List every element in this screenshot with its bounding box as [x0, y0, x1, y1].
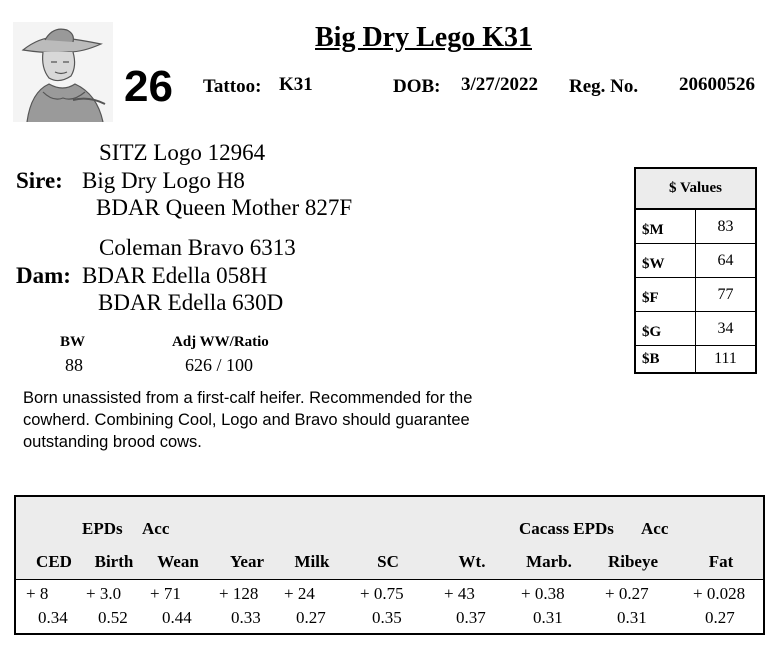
carcass-epd-label: Cacass EPDs: [519, 519, 614, 538]
epd-value: + 0.38: [521, 584, 565, 603]
ww-value: 626 / 100: [185, 355, 254, 375]
dollar-row: [636, 278, 755, 312]
epd-column-header: Birth: [94, 552, 134, 571]
epd-value: + 128: [219, 584, 259, 603]
dollar-row: [636, 346, 755, 372]
epd-column-header: Ribeye: [607, 552, 659, 571]
epd-accuracy: 0.27: [705, 608, 735, 627]
epd-column-header: Wean: [157, 552, 199, 571]
epd-group-label: EPDs: [82, 519, 123, 538]
epd-value: + 43: [444, 584, 475, 603]
epd-column-header: Marb.: [526, 552, 572, 571]
epd-accuracy: 0.33: [231, 608, 261, 627]
dollar-label: $W: [636, 244, 696, 277]
dollar-value: 83: [717, 217, 734, 235]
page-title: Big Dry Lego K31: [315, 22, 532, 53]
dollar-label: $F: [636, 278, 696, 311]
dollar-values-table: [634, 167, 757, 374]
epd-value: + 3.0: [86, 584, 122, 603]
sire-name: Big Dry Logo H8: [82, 168, 245, 193]
epd-value: + 8: [26, 584, 49, 603]
dollar-row: [636, 312, 755, 346]
epd-column-header: SC: [377, 552, 399, 571]
epd-accuracy: 0.31: [533, 608, 563, 627]
ww-label: Adj WW/Ratio: [172, 334, 269, 350]
dollar-value: 111: [714, 350, 737, 367]
epd-value: + 24: [284, 584, 315, 603]
epd-column-header: Milk: [294, 552, 330, 571]
reg-value: 20600526: [679, 74, 755, 95]
dam-grandsire: Coleman Bravo 6313: [99, 235, 296, 260]
tattoo-value: K31: [279, 74, 313, 95]
sire-grandsire: SITZ Logo 12964: [99, 140, 266, 165]
bw-value: 88: [65, 355, 83, 375]
reg-label: Reg. No.: [569, 76, 639, 97]
lot-number: 26: [124, 62, 173, 111]
epd-acc-label: Acc: [142, 519, 170, 538]
epd-column-header: Year: [230, 552, 264, 571]
dam-name: BDAR Edella 058H: [82, 263, 268, 288]
dob-label: DOB:: [393, 76, 441, 97]
epd-accuracy: 0.34: [38, 608, 68, 627]
epd-value: + 0.75: [360, 584, 404, 603]
dollar-label: $G: [636, 312, 696, 345]
epd-accuracy: 0.44: [162, 608, 192, 627]
epd-column-header: CED: [36, 552, 72, 571]
epd-accuracy: 0.31: [617, 608, 647, 627]
dollar-label: $M: [636, 210, 696, 243]
epd-column-header: Wt.: [458, 552, 486, 571]
dollar-row: [636, 210, 755, 244]
epd-accuracy: 0.35: [372, 608, 402, 627]
dam-label: Dam:: [16, 263, 71, 288]
dollar-value: 34: [717, 319, 734, 337]
cowboy-logo-icon: [13, 22, 113, 122]
epd-column-header: Fat: [708, 552, 734, 571]
bw-label: BW: [60, 334, 86, 350]
epd-header: [16, 497, 763, 580]
dam-granddam: BDAR Edella 630D: [98, 290, 284, 315]
dollar-label: $B: [636, 346, 696, 372]
dollar-value: 64: [717, 251, 734, 269]
epd-table: [14, 495, 765, 635]
sire-granddam: BDAR Queen Mother 827F: [96, 195, 353, 220]
sire-label: Sire:: [16, 168, 63, 193]
epd-value: + 0.27: [605, 584, 649, 603]
dollar-row: [636, 244, 755, 278]
epd-accuracy: 0.37: [456, 608, 486, 627]
dob-value: 3/27/2022: [461, 74, 539, 95]
tattoo-label: Tattoo:: [203, 76, 262, 97]
comment-text: Born unassisted from a first-calf heifer. Recommended for the cowherd. Combining Cool, Logo and Bravo should guarantee outstanding brood cows.: [23, 389, 473, 451]
carcass-acc-label: Acc: [641, 519, 669, 538]
dollar-values-title: $ Values: [636, 169, 755, 210]
epd-value: + 71: [150, 584, 181, 603]
epd-accuracy: 0.27: [296, 608, 326, 627]
dollar-value: 77: [717, 285, 734, 303]
epd-accuracy: 0.52: [98, 608, 128, 627]
epd-value: + 0.028: [693, 584, 746, 603]
